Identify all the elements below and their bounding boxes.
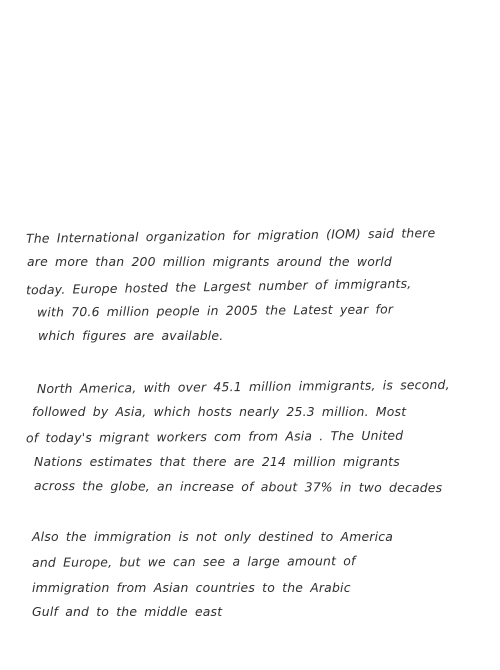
paragraph-1-line-1: The International organization for migration (IOM) said there	[25, 225, 436, 246]
paragraph-1-line-3: today. Europe hosted the Largest number of immigrants,	[25, 275, 412, 298]
paragraph-2-line-5: across the globe, an increase of about 37% in two decades	[33, 477, 443, 496]
paragraph-2-line-3: of today's migrant workers com from Asia . The United	[25, 427, 404, 446]
paragraph-3-line-1: Also the immigration is not only destined to America	[32, 529, 394, 544]
paragraph-1-line-5: which figures are available.	[38, 328, 224, 343]
paragraph-2-line-1: North America, with over 45.1 million immigrants, is second,	[36, 376, 450, 397]
paragraph-2-line-2: followed by Asia, which hosts nearly 25.3 million. Most	[32, 404, 407, 419]
paragraph-3-line-4: Gulf and to the middle east	[32, 604, 223, 619]
paragraph-3-line-2: and Europe, but we can see a large amount of	[31, 553, 356, 570]
paragraph-3-line-3: immigration from Asian countries to the Arabic	[32, 580, 351, 595]
paragraph-1-line-4: with 70.6 million people in 2005 the Latest year for	[36, 301, 394, 320]
paragraph-2-line-4: Nations estimates that there are 214 million migrants	[34, 454, 400, 469]
paragraph-1-line-2: are more than 200 million migrants around the world	[27, 254, 392, 269]
